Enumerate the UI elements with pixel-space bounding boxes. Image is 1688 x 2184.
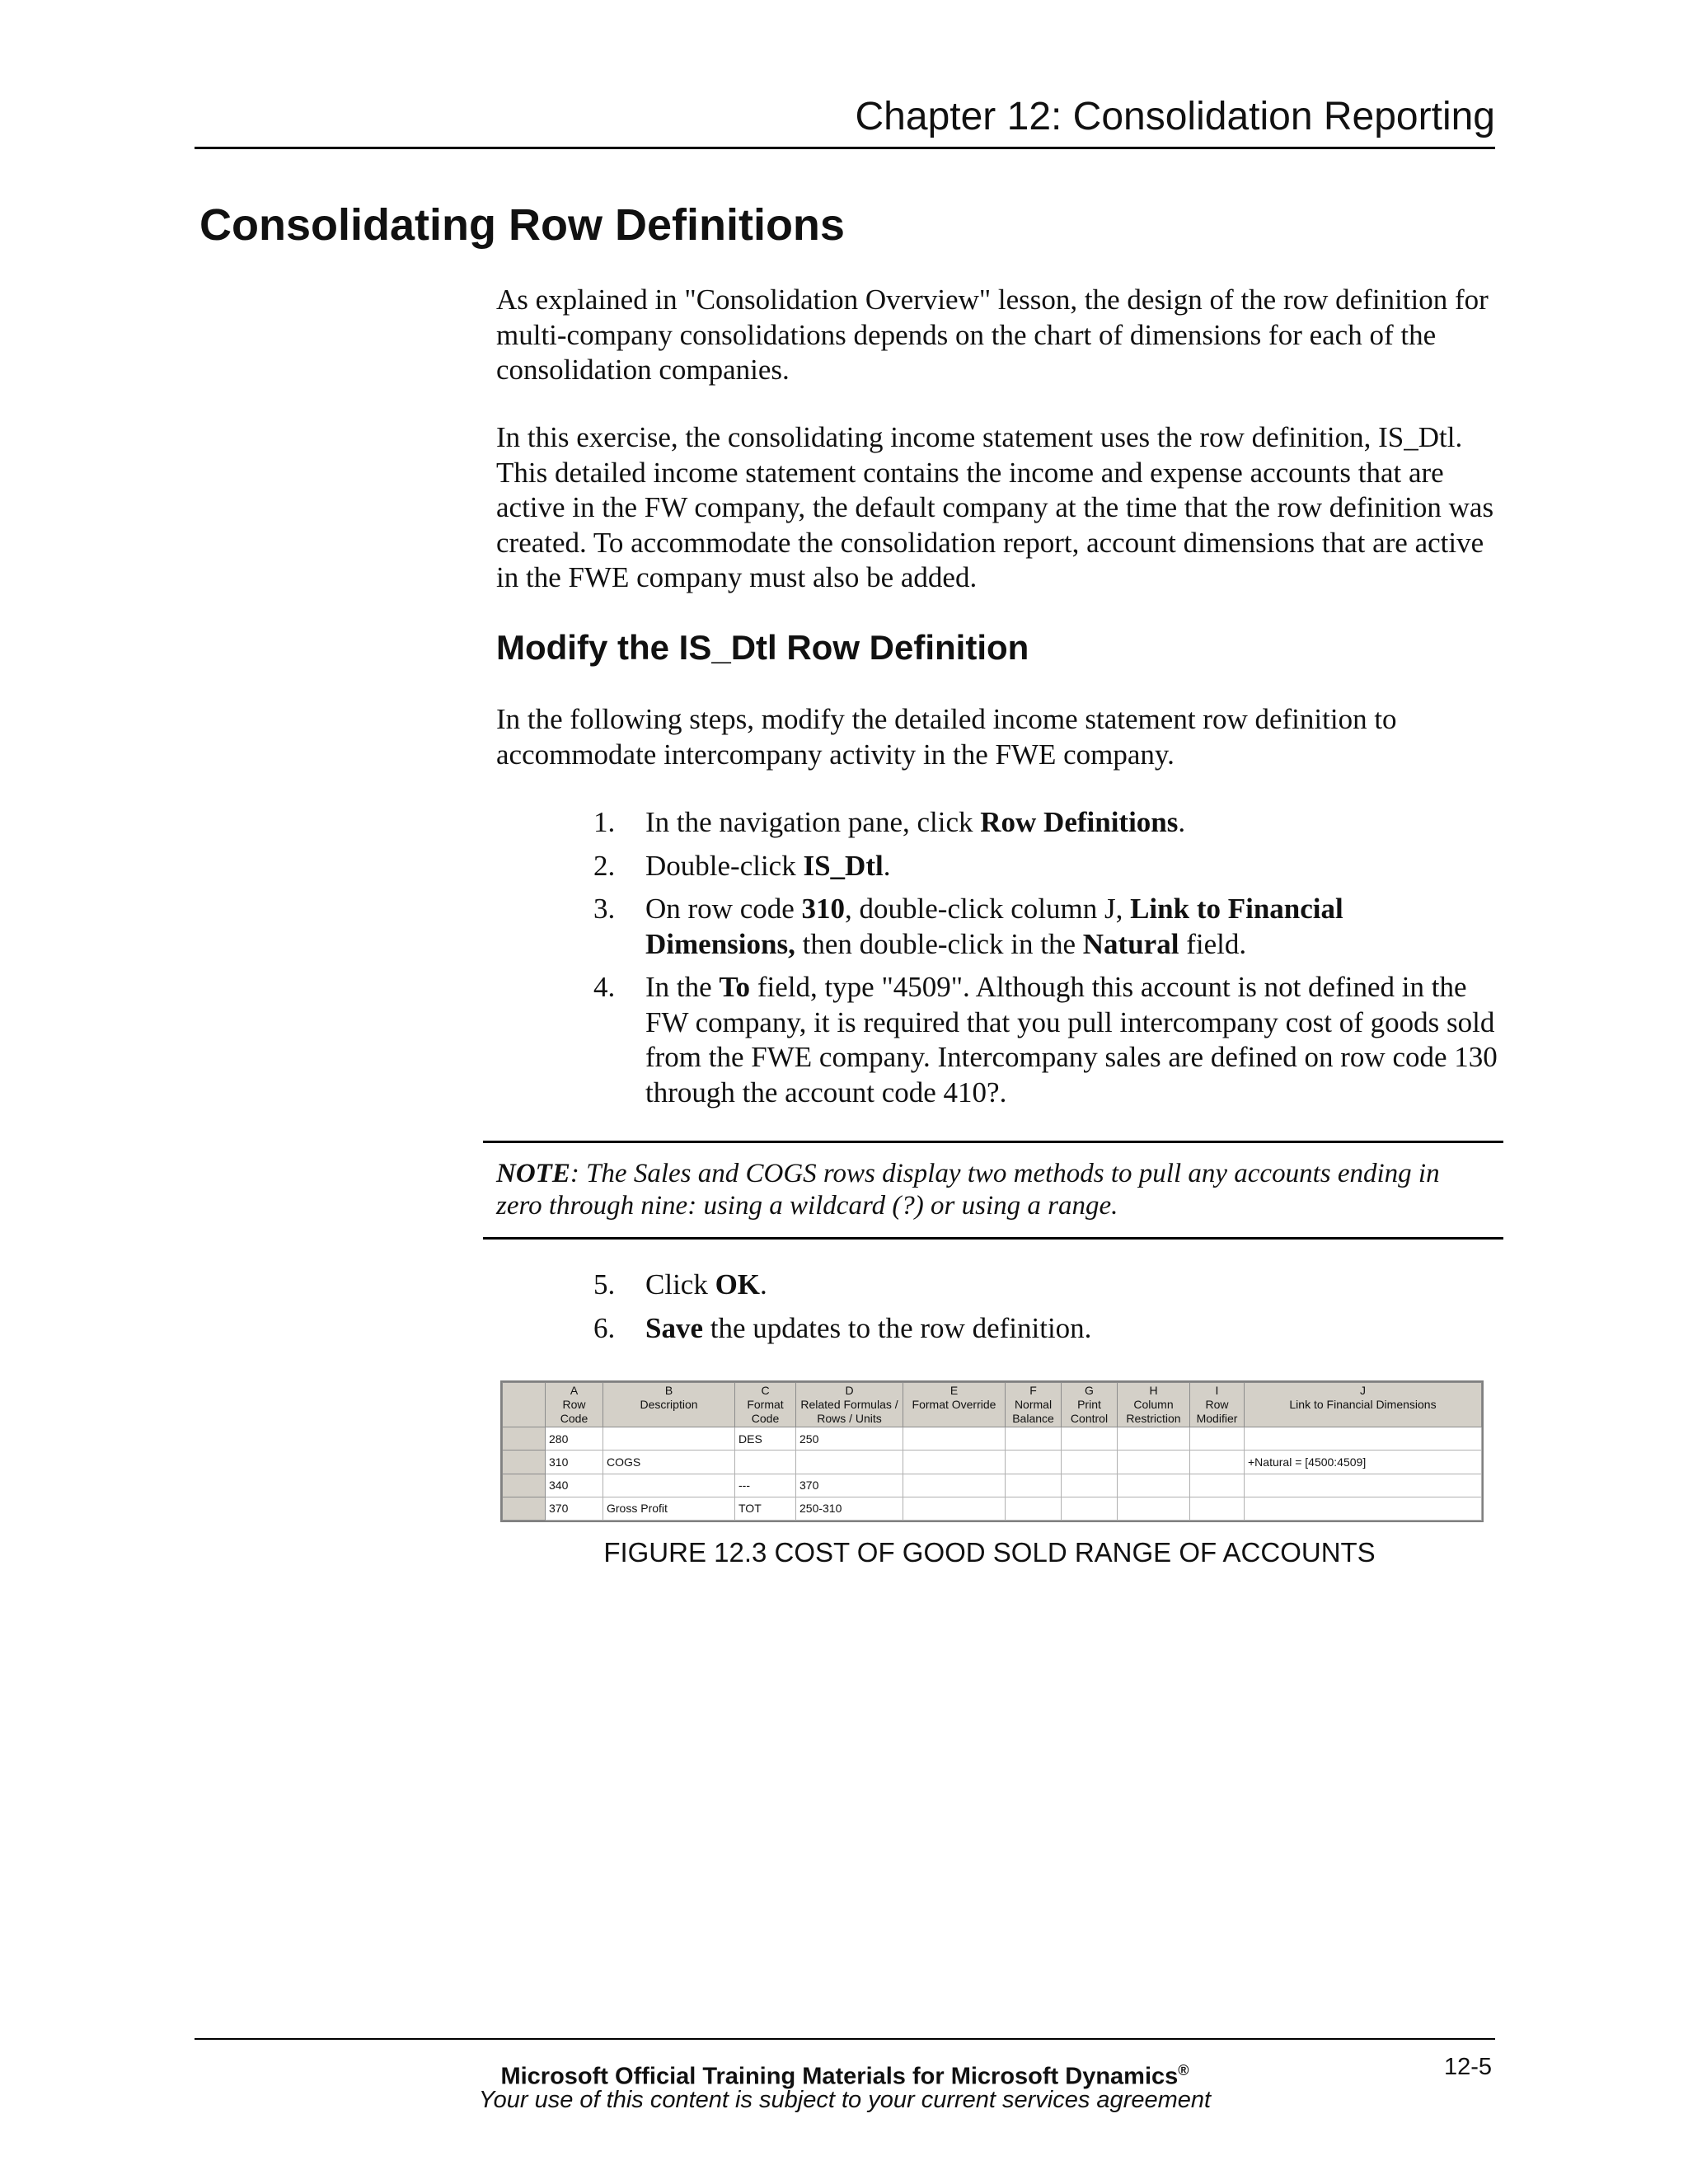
header-rule [195,147,1495,149]
column-header[interactable]: J Link to Financial Dimensions [1245,1383,1482,1427]
table-cell[interactable]: TOT [735,1497,796,1520]
table-cell[interactable] [1190,1451,1245,1474]
column-header[interactable]: F Normal Balance [1006,1383,1062,1427]
table-cell[interactable] [1062,1451,1118,1474]
step-number: 3. [593,893,616,925]
table-cell[interactable] [1118,1474,1190,1497]
registered-mark: ® [1178,2062,1189,2079]
table-cell[interactable] [735,1451,796,1474]
column-header[interactable]: E Format Override [903,1383,1006,1427]
row-definition-figure [500,1380,1484,1522]
step-text: . [1178,806,1186,838]
step-emphasis: To [719,971,751,1003]
figure-caption: FIGURE 12.3 COST OF GOOD SOLD RANGE OF ACCOUNTS [603,1537,1376,1568]
table-cell[interactable]: 250-310 [796,1497,903,1520]
column-header[interactable]: H Column Restriction [1118,1383,1190,1427]
step-text: , double-click column J, [845,893,1131,925]
section-title: Consolidating Row Definitions [199,200,845,250]
note-text [496,1158,1485,1222]
step-number: 4. [593,971,616,1003]
table-cell[interactable] [1118,1427,1190,1451]
step-emphasis: Natural [1082,927,1179,960]
grid-header-row [503,1383,1482,1427]
table-cell[interactable] [1245,1427,1482,1451]
step-emphasis: Link to Financial Dimensions, [645,893,1343,960]
page-number: 12-5 [1443,2054,1492,2080]
subsection-title: Modify the IS_Dtl Row Definition [496,628,1029,667]
table-cell[interactable] [1062,1427,1118,1451]
footer-subtitle: Your use of this content is subject to your current services agreement [478,2087,1212,2113]
row-selector[interactable] [503,1497,546,1520]
table-cell[interactable] [1062,1497,1118,1520]
table-cell[interactable] [1190,1497,1245,1520]
step-number: 5. [593,1268,616,1301]
table-cell[interactable]: --- [735,1474,796,1497]
row-selector[interactable] [503,1427,546,1451]
step-emphasis: OK [715,1268,761,1301]
table-cell[interactable] [1118,1451,1190,1474]
table-row [503,1497,1482,1520]
step-emphasis: 310 [801,893,846,925]
table-cell[interactable]: 370 [546,1497,603,1520]
row-definition-grid [502,1382,1482,1521]
row-selector[interactable] [503,1474,546,1497]
step-text: then double-click in the [795,927,1083,960]
step-item [593,1311,1500,1347]
column-header[interactable]: I Row Modifier [1190,1383,1245,1427]
table-cell[interactable]: 340 [546,1474,603,1497]
footer-title-text: Microsoft Official Training Materials for Microsoft Dynamics [500,2063,1179,2090]
table-cell[interactable] [1190,1474,1245,1497]
table-cell[interactable] [1006,1427,1062,1451]
table-row [503,1474,1482,1497]
step-emphasis: IS_Dtl [803,849,884,882]
table-cell[interactable] [1006,1474,1062,1497]
table-cell[interactable]: 250 [796,1427,903,1451]
chapter-header: Chapter 12: Consolidation Reporting [855,95,1495,138]
table-cell[interactable] [1245,1474,1482,1497]
subsection-intro: In the following steps, modify the detailed income statement row definition to accommodate intercompany activity in the FWE company. [496,703,1397,771]
grid-corner[interactable] [503,1383,546,1427]
table-cell[interactable]: COGS [603,1451,735,1474]
step-text: In the [645,971,720,1003]
step-text: . [760,1268,767,1301]
table-cell[interactable] [1245,1497,1482,1520]
note-body: : The Sales and COGS rows display two methods to pull any accounts ending in zero through nine: using a wildcard (?) or using a range. [496,1159,1440,1221]
table-cell[interactable] [903,1497,1006,1520]
table-cell[interactable] [1006,1497,1062,1520]
table-cell[interactable]: Gross Profit [603,1497,735,1520]
table-cell[interactable] [1006,1451,1062,1474]
step-text: field. [1179,927,1247,960]
step-text: . [883,849,891,882]
table-cell[interactable] [1190,1427,1245,1451]
step-emphasis: Save [645,1311,703,1344]
steps-list-continued [593,1268,1500,1346]
table-cell[interactable] [903,1474,1006,1497]
step-text: In the navigation pane, click [645,806,981,838]
table-cell[interactable]: 310 [546,1451,603,1474]
step-text: the updates to the row definition. [703,1311,1092,1344]
column-header[interactable]: C Format Code [735,1383,796,1427]
step-item [593,849,1500,884]
intro-paragraph-1: As explained in "Consolidation Overview" lesson, the design of the row definition for multi-company consolidations depends on the chart of dimensions for each of the consolidation companies. [496,284,1489,386]
note-box [483,1141,1503,1240]
step-number: 1. [593,806,616,838]
step-number: 2. [593,849,616,882]
table-cell[interactable]: 370 [796,1474,903,1497]
step-text: Click [645,1268,715,1301]
column-header[interactable]: B Description [603,1383,735,1427]
row-selector[interactable] [503,1451,546,1474]
table-cell[interactable] [903,1451,1006,1474]
table-cell[interactable]: +Natural = [4500:4509] [1245,1451,1482,1474]
step-text: On row code [645,893,802,925]
table-cell[interactable] [603,1474,735,1497]
step-item [593,970,1500,1110]
table-cell[interactable]: DES [735,1427,796,1451]
table-row [503,1451,1482,1474]
table-cell[interactable] [603,1427,735,1451]
step-text: field, type "4509". Although this account is not defined in the FW company, it is required that you pull intercompany cost of goods sold from the FWE company. Intercompany sales are defined on row code 130 through the account code 410?. [645,971,1498,1108]
table-cell[interactable] [1118,1497,1190,1520]
note-label: NOTE [496,1159,570,1188]
table-cell[interactable] [1062,1474,1118,1497]
table-row [503,1427,1482,1451]
steps-list [593,805,1500,1110]
step-item [593,1268,1500,1303]
step-number: 6. [593,1311,616,1344]
table-cell[interactable] [903,1427,1006,1451]
table-cell[interactable] [796,1451,903,1474]
column-header[interactable]: G Print Control [1062,1383,1118,1427]
step-item [593,805,1500,841]
column-header[interactable]: A Row Code [546,1383,603,1427]
step-emphasis: Row Definitions [980,806,1179,838]
column-header[interactable]: D Related Formulas / Rows / Units [796,1383,903,1427]
step-item [593,892,1500,962]
step-text: Double-click [645,849,804,882]
table-cell[interactable]: 280 [546,1427,603,1451]
intro-paragraph-2: In this exercise, the consolidating income statement uses the row definition, IS_Dtl. This detailed income statement contains the income and expense accounts that are active in the FW company, the default company at the time that the row definition was created. To accommodate the consolidation report, account dimensions that are active in the FWE company must also be added. [496,421,1494,593]
footer-rule [195,2038,1495,2040]
